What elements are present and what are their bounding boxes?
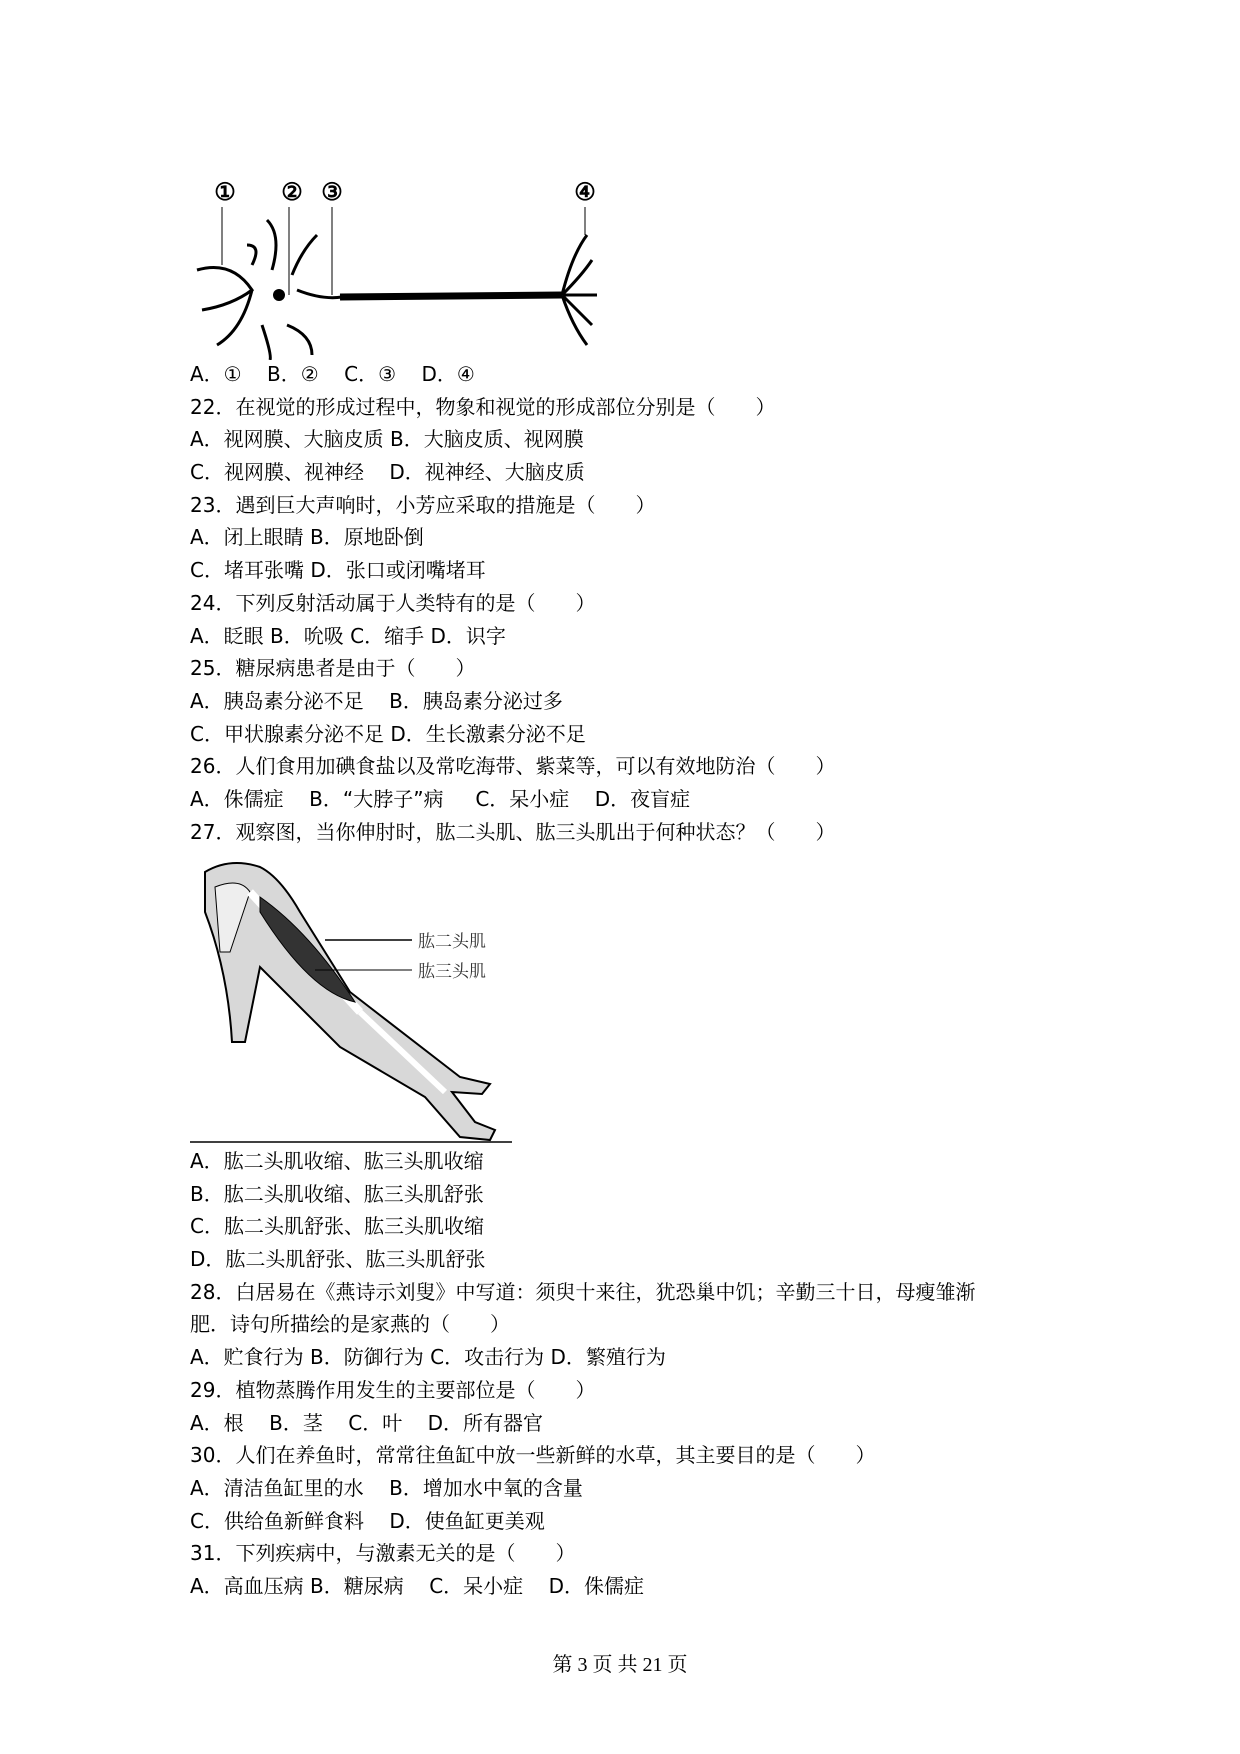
q21-options: A．① B．② C．③ D．④ — [190, 362, 475, 386]
q27-option-d: D．肱二头肌舒张、肱三头肌舒张 — [190, 1247, 486, 1272]
questions-27-31 — [190, 1145, 1070, 1603]
q26-stem: 26．人们食用加碘食盐以及常吃海带、紫菜等，可以有效地防治（ ） — [190, 754, 836, 779]
label-1: ① — [214, 177, 236, 206]
label-4: ④ — [574, 177, 596, 206]
label-3: ③ — [321, 177, 343, 206]
q28-stem-2: 肥．诗句所描绘的是家燕的（ ） — [190, 1312, 510, 1337]
q30-options-1: A．清洁鱼缸里的水 B．增加水中氧的含量 — [190, 1475, 583, 1500]
q27-option-c: C．肱二头肌舒张、肱三头肌收缩 — [190, 1214, 484, 1239]
q28-stem-1: 28．白居易在《燕诗示刘叟》中写道：须臾十来往，犹恐巢中饥；辛勤三十日，母瘦雏渐 — [190, 1279, 976, 1304]
q30-options-2: C．供给鱼新鲜食料 D．使鱼缸更美观 — [190, 1508, 545, 1533]
q31-options: A．高血压病 B．糖尿病 C．呆小症 D．侏儒症 — [190, 1573, 644, 1598]
q23-options-2: C．堵耳张嘴 D．张口或闭嘴堵耳 — [190, 558, 486, 583]
page-footer: 第 3 页 共 21 页 — [552, 1654, 688, 1676]
label-2: ② — [281, 177, 303, 206]
q27-option-a: A．肱二头肌收缩、肱三头肌收缩 — [190, 1149, 484, 1173]
neuron-diagram — [192, 165, 604, 360]
questions-22-27 — [190, 358, 1070, 848]
label-biceps: 肱二头肌 — [418, 932, 486, 952]
q24-options: A．眨眼 B．吮吸 C．缩手 D．识字 — [190, 623, 506, 648]
q22-stem: 22．在视觉的形成过程中，物象和视觉的形成部位分别是（ ） — [190, 394, 776, 419]
q27-option-b: B．肱二头肌收缩、肱三头肌舒张 — [190, 1181, 484, 1206]
q23-stem: 23．遇到巨大声响时，小芳应采取的措施是（ ） — [190, 492, 656, 517]
q29-options: A．根 B．茎 C．叶 D．所有器官 — [190, 1410, 544, 1435]
q26-options: A．侏儒症 B．“大脖子”病 C．呆小症 D．夜盲症 — [190, 786, 691, 811]
label-triceps: 肱三头肌 — [418, 962, 486, 982]
q22-options-1: A．视网膜、大脑皮质 B．大脑皮质、视网膜 — [190, 427, 584, 452]
q28-options: A．贮食行为 B．防御行为 C．攻击行为 D．繁殖行为 — [190, 1345, 666, 1370]
q29-stem: 29．植物蒸腾作用发生的主要部位是（ ） — [190, 1377, 596, 1402]
q24-stem: 24．下列反射活动属于人类特有的是（ ） — [190, 590, 596, 615]
q25-stem: 25．糖尿病患者是由于（ ） — [190, 656, 476, 681]
q30-stem: 30．人们在养鱼时，常常往鱼缸中放一些新鲜的水草，其主要目的是（ ） — [190, 1443, 876, 1468]
arm-muscle-diagram — [190, 852, 512, 1144]
q22-options-2: C．视网膜、视神经 D．视神经、大脑皮质 — [190, 460, 585, 485]
q23-options-1: A．闭上眼睛 B．原地卧倒 — [190, 525, 424, 550]
q25-options-2: C．甲状腺素分泌不足 D．生长激素分泌不足 — [190, 721, 586, 746]
q25-options-1: A．胰岛素分泌不足 B．胰岛素分泌过多 — [190, 688, 563, 713]
q31-stem: 31．下列疾病中，与激素无关的是（ ） — [190, 1541, 576, 1566]
q27-stem: 27．观察图，当你伸肘时，肱二头肌、肱三头肌出于何种状态？（ ） — [190, 819, 836, 844]
